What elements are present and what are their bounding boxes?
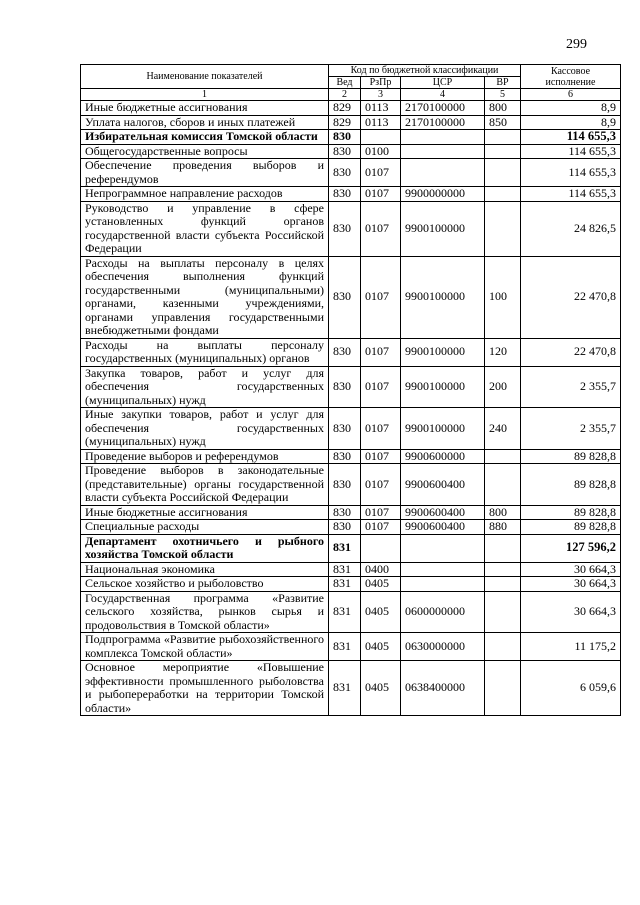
header-rzpr: РзПр [361,77,401,89]
header-csr: ЦСР [401,77,485,89]
row-rzpr: 0405 [361,661,401,716]
row-sum: 114 655,3 [521,130,621,145]
row-csr [401,130,485,145]
row-ved: 830 [329,159,361,187]
row-sum: 30 664,3 [521,562,621,577]
table-row [81,101,621,116]
row-csr: 9900100000 [401,366,485,408]
row-name: Департамент охотничьего и рыбного хозяйства Томской области [81,534,329,562]
table-row [81,661,621,716]
row-ved: 830 [329,201,361,256]
row-ved: 831 [329,562,361,577]
row-name: Избирательная комиссия Томской области [81,130,329,145]
row-name: Национальная экономика [81,562,329,577]
row-ved: 830 [329,408,361,450]
header-num-3: 3 [361,89,401,101]
header-name: Наименование показателей [81,65,329,89]
row-ved: 831 [329,577,361,592]
row-csr [401,159,485,187]
row-csr: 2170100000 [401,115,485,130]
row-sum: 89 828,8 [521,449,621,464]
row-rzpr: 0107 [361,159,401,187]
row-name: Государственная программа «Развитие сельского хозяйства, рынков сырья и продовольствия в Томской области» [81,591,329,633]
row-rzpr: 0107 [361,449,401,464]
table-row [81,256,621,338]
table-row [81,408,621,450]
row-rzpr: 0107 [361,366,401,408]
header-num-1: 1 [81,89,329,101]
page-number: 299 [566,37,587,52]
row-ved: 829 [329,101,361,116]
row-sum: 30 664,3 [521,577,621,592]
row-ved: 830 [329,338,361,366]
row-csr [401,534,485,562]
row-sum: 127 596,2 [521,534,621,562]
row-ved: 831 [329,633,361,661]
row-name: Основное мероприятие «Повышение эффективности промышленного рыболовства и рыбопереработки на территории Томской области» [81,661,329,716]
header-ved: Вед [329,77,361,89]
row-csr: 0630000000 [401,633,485,661]
table-row [81,115,621,130]
row-rzpr: 0107 [361,464,401,506]
row-rzpr: 0107 [361,201,401,256]
row-name: Специальные расходы [81,520,329,535]
table-row [81,577,621,592]
row-vr: 100 [485,256,521,338]
row-vr [485,534,521,562]
row-name: Иные бюджетные ассигнования [81,101,329,116]
row-vr: 240 [485,408,521,450]
table-row [81,338,621,366]
row-rzpr: 0107 [361,187,401,202]
row-vr [485,464,521,506]
row-ved: 831 [329,534,361,562]
row-vr [485,201,521,256]
table-row [81,201,621,256]
table-row [81,505,621,520]
table-row [81,144,621,159]
row-sum: 8,9 [521,115,621,130]
row-name: Непрограммное направление расходов [81,187,329,202]
header-code-group: Код по бюджетной классификации [329,65,521,77]
header-sum: Кассовое исполнение [521,65,621,89]
row-name: Общегосударственные вопросы [81,144,329,159]
row-csr: 2170100000 [401,101,485,116]
row-sum: 22 470,8 [521,338,621,366]
row-csr: 9900100000 [401,201,485,256]
row-rzpr: 0113 [361,101,401,116]
row-name: Расходы на выплаты персоналу государственных (муниципальных) органов [81,338,329,366]
row-name: Иные бюджетные ассигнования [81,505,329,520]
row-csr: 0638400000 [401,661,485,716]
row-vr [485,577,521,592]
budget-table [80,64,621,716]
row-ved: 830 [329,464,361,506]
row-rzpr: 0107 [361,408,401,450]
row-ved: 830 [329,144,361,159]
row-csr: 0600000000 [401,591,485,633]
table-body [81,101,621,716]
row-vr [485,130,521,145]
row-csr [401,144,485,159]
row-vr [485,449,521,464]
row-csr: 9900600400 [401,505,485,520]
row-csr: 9900600400 [401,520,485,535]
row-name: Проведение выборов в законодательные (представительные) органы государственной власти субъекта Российской Федерации [81,464,329,506]
row-vr: 800 [485,101,521,116]
table-row [81,366,621,408]
row-name: Расходы на выплаты персоналу в целях обеспечения выполнения функций государственными (муниципальными) органами, казенными учреждениями, органами управления государственными внебюджетными фондами [81,256,329,338]
row-ved: 830 [329,187,361,202]
table-row [81,130,621,145]
table-row [81,562,621,577]
row-csr: 9900100000 [401,256,485,338]
row-rzpr: 0107 [361,520,401,535]
row-sum: 24 826,5 [521,201,621,256]
row-vr [485,562,521,577]
row-sum: 89 828,8 [521,464,621,506]
row-ved: 831 [329,591,361,633]
row-rzpr: 0400 [361,562,401,577]
row-vr: 800 [485,505,521,520]
row-sum: 6 059,6 [521,661,621,716]
row-name: Руководство и управление в сфере установленных функций органов государственной власти субъекта Российской Федерации [81,201,329,256]
row-vr: 850 [485,115,521,130]
row-sum: 30 664,3 [521,591,621,633]
row-ved: 830 [329,366,361,408]
row-name: Закупка товаров, работ и услуг для обеспечения государственных (муниципальных) нужд [81,366,329,408]
row-csr: 9900000000 [401,187,485,202]
row-sum: 8,9 [521,101,621,116]
row-rzpr: 0107 [361,505,401,520]
row-sum: 2 355,7 [521,408,621,450]
header-vr: ВР [485,77,521,89]
header-num-6: 6 [521,89,621,101]
row-ved: 830 [329,449,361,464]
table-row [81,633,621,661]
row-vr [485,159,521,187]
row-vr: 200 [485,366,521,408]
table-row [81,449,621,464]
row-vr: 880 [485,520,521,535]
row-sum: 2 355,7 [521,366,621,408]
row-vr [485,591,521,633]
row-vr [485,661,521,716]
row-csr: 9900100000 [401,408,485,450]
row-ved: 830 [329,130,361,145]
row-sum: 114 655,3 [521,144,621,159]
row-csr: 9900600400 [401,464,485,506]
row-rzpr: 0107 [361,338,401,366]
header-num-2: 2 [329,89,361,101]
row-name: Иные закупки товаров, работ и услуг для обеспечения государственных (муниципальных) нужд [81,408,329,450]
row-sum: 89 828,8 [521,505,621,520]
table-row [81,520,621,535]
row-name: Уплата налогов, сборов и иных платежей [81,115,329,130]
row-rzpr [361,130,401,145]
row-rzpr: 0405 [361,633,401,661]
row-name: Сельское хозяйство и рыболовство [81,577,329,592]
row-rzpr: 0113 [361,115,401,130]
row-csr [401,562,485,577]
row-vr: 120 [485,338,521,366]
row-name: Обеспечение проведения выборов и референдумов [81,159,329,187]
row-ved: 830 [329,505,361,520]
row-ved: 830 [329,520,361,535]
row-rzpr: 0100 [361,144,401,159]
row-vr [485,633,521,661]
table-row [81,187,621,202]
table-row [81,159,621,187]
row-rzpr [361,534,401,562]
row-sum: 11 175,2 [521,633,621,661]
row-csr: 9900600000 [401,449,485,464]
row-sum: 89 828,8 [521,520,621,535]
row-name: Подпрограмма «Развитие рыбохозяйственного комплекса Томской области» [81,633,329,661]
row-rzpr: 0405 [361,591,401,633]
row-ved: 830 [329,256,361,338]
row-rzpr: 0405 [361,577,401,592]
header-num-4: 4 [401,89,485,101]
header-num-5: 5 [485,89,521,101]
row-vr [485,144,521,159]
row-sum: 114 655,3 [521,159,621,187]
table-row [81,534,621,562]
row-ved: 831 [329,661,361,716]
table-row [81,591,621,633]
row-csr: 9900100000 [401,338,485,366]
row-csr [401,577,485,592]
row-vr [485,187,521,202]
row-ved: 829 [329,115,361,130]
row-sum: 114 655,3 [521,187,621,202]
table-row [81,464,621,506]
row-sum: 22 470,8 [521,256,621,338]
row-rzpr: 0107 [361,256,401,338]
row-name: Проведение выборов и референдумов [81,449,329,464]
